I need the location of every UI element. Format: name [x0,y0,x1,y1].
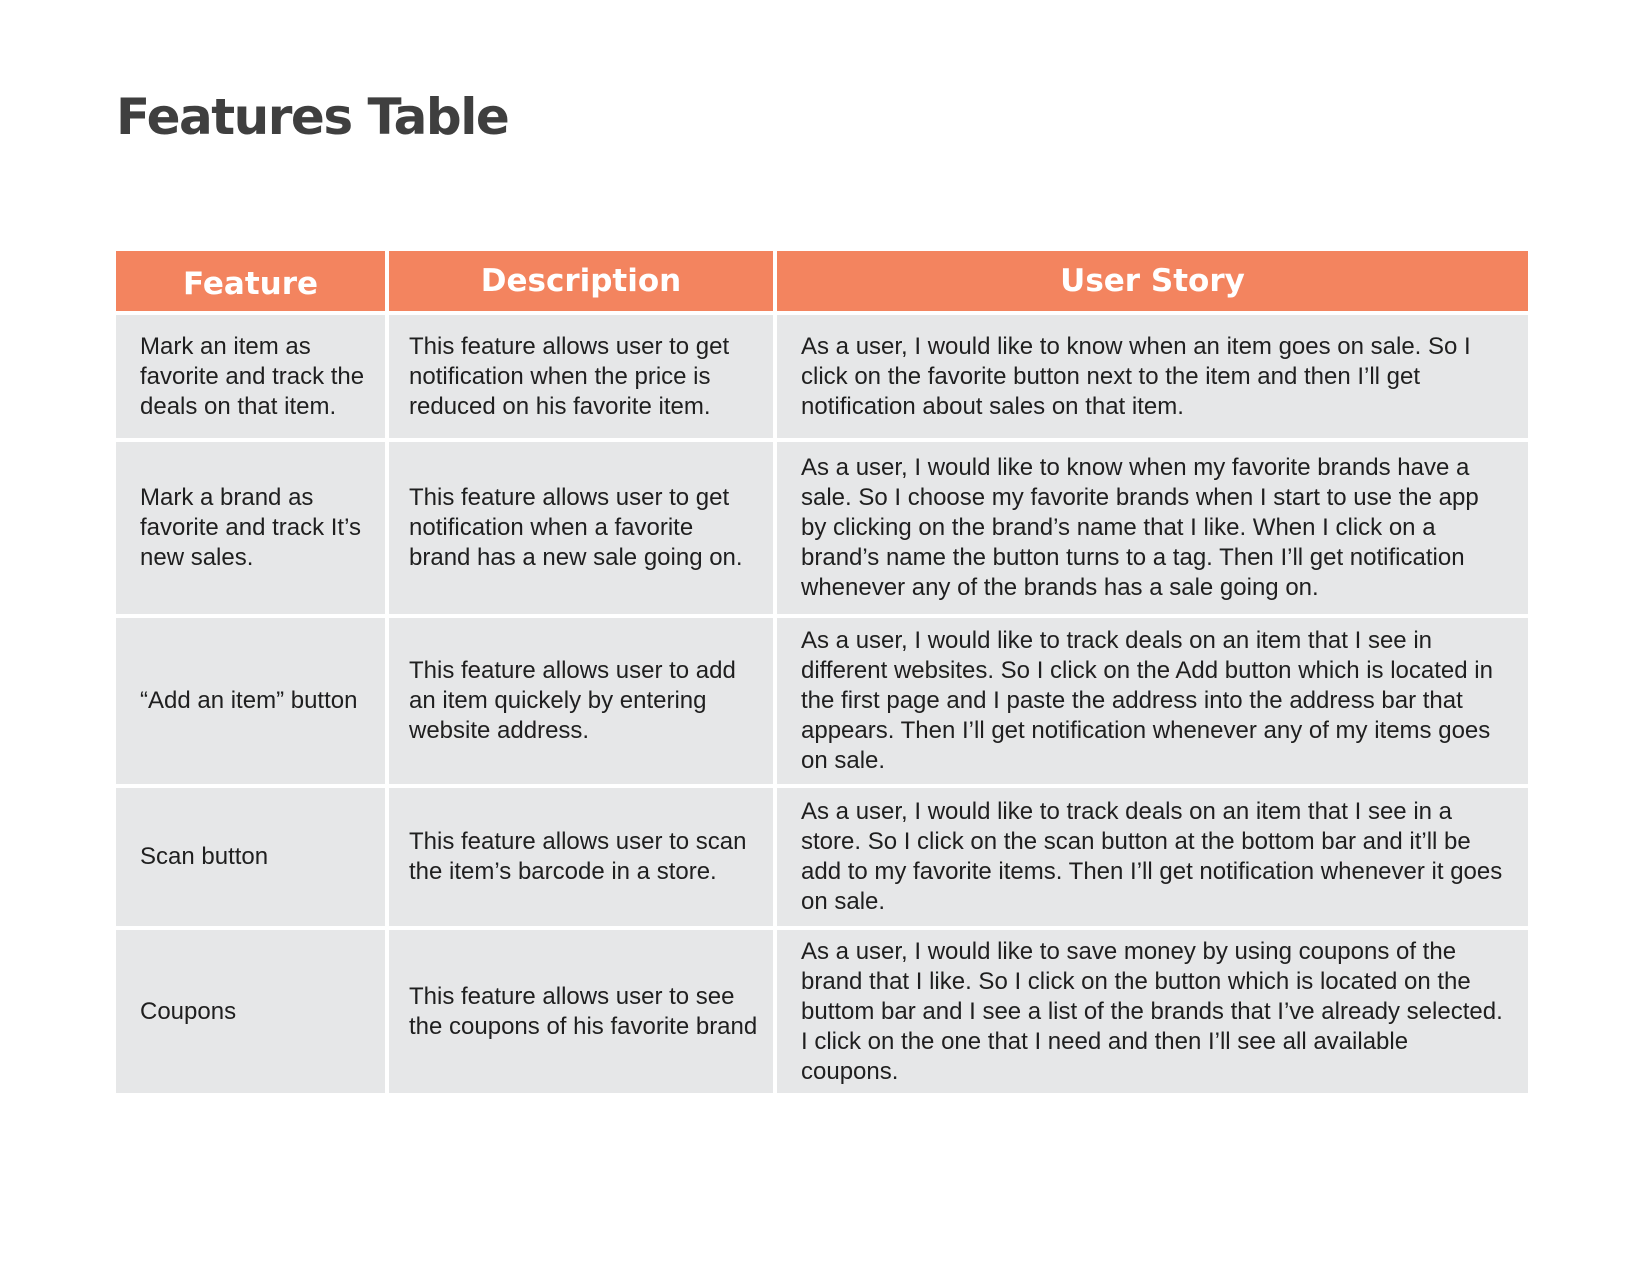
table-row [116,930,1528,1093]
description-cell: This feature allows user to get notification when a favorite brand has a new sale going on. [389,442,773,614]
table-header-row [116,251,1528,311]
feature-cell: Mark an item as favorite and track the deals on that item. [116,315,385,438]
feature-cell: Mark a brand as favorite and track It’s new sales. [116,442,385,614]
header-feature: Feature [116,251,385,311]
table-row [116,442,1528,614]
user-story-cell: As a user, I would like to track deals on an item that I see in different websites. So I click on the Add button which is located in the first page and I paste the address into the address bar that appears. Then I’ll get notification whenever any of my items goes on sale. [777,618,1528,784]
table-row [116,315,1528,438]
table-row [116,618,1528,784]
user-story-cell: As a user, I would like to track deals on an item that I see in a store. So I click on the scan button at the bottom bar and it’ll be add to my favorite items. Then I’ll get notification whenever it goes on sale. [777,788,1528,926]
header-description: Description [389,251,773,311]
feature-cell: “Add an item” button [116,618,385,784]
page-title: Features Table [116,88,509,146]
feature-cell: Coupons [116,930,385,1093]
user-story-cell: As a user, I would like to know when my favorite brands have a sale. So I choose my favorite brands when I start to use the app by clicking on the brand’s name that I like. When I click on a brand’s name the button turns to a tag. Then I’ll get notification whenever any of the brands has a sale going on. [777,442,1528,614]
table-row [116,788,1528,926]
features-table [112,247,1532,1097]
user-story-cell: As a user, I would like to know when an item goes on sale. So I click on the favorite button next to the item and then I’ll get notification about sales on that item. [777,315,1528,438]
description-cell: This feature allows user to add an item quickely by entering website address. [389,618,773,784]
feature-cell: Scan button [116,788,385,926]
description-cell: This feature allows user to scan the item’s barcode in a store. [389,788,773,926]
header-user-story: User Story [777,251,1528,311]
description-cell: This feature allows user to see the coupons of his favorite brand [389,930,773,1093]
description-cell: This feature allows user to get notification when the price is reduced on his favorite item. [389,315,773,438]
user-story-cell: As a user, I would like to save money by using coupons of the brand that I like. So I click on the button which is located on the buttom bar and I see a list of the brands that I’ve already selected. I click on the one that I need and then I’ll see all available coupons. [777,930,1528,1093]
